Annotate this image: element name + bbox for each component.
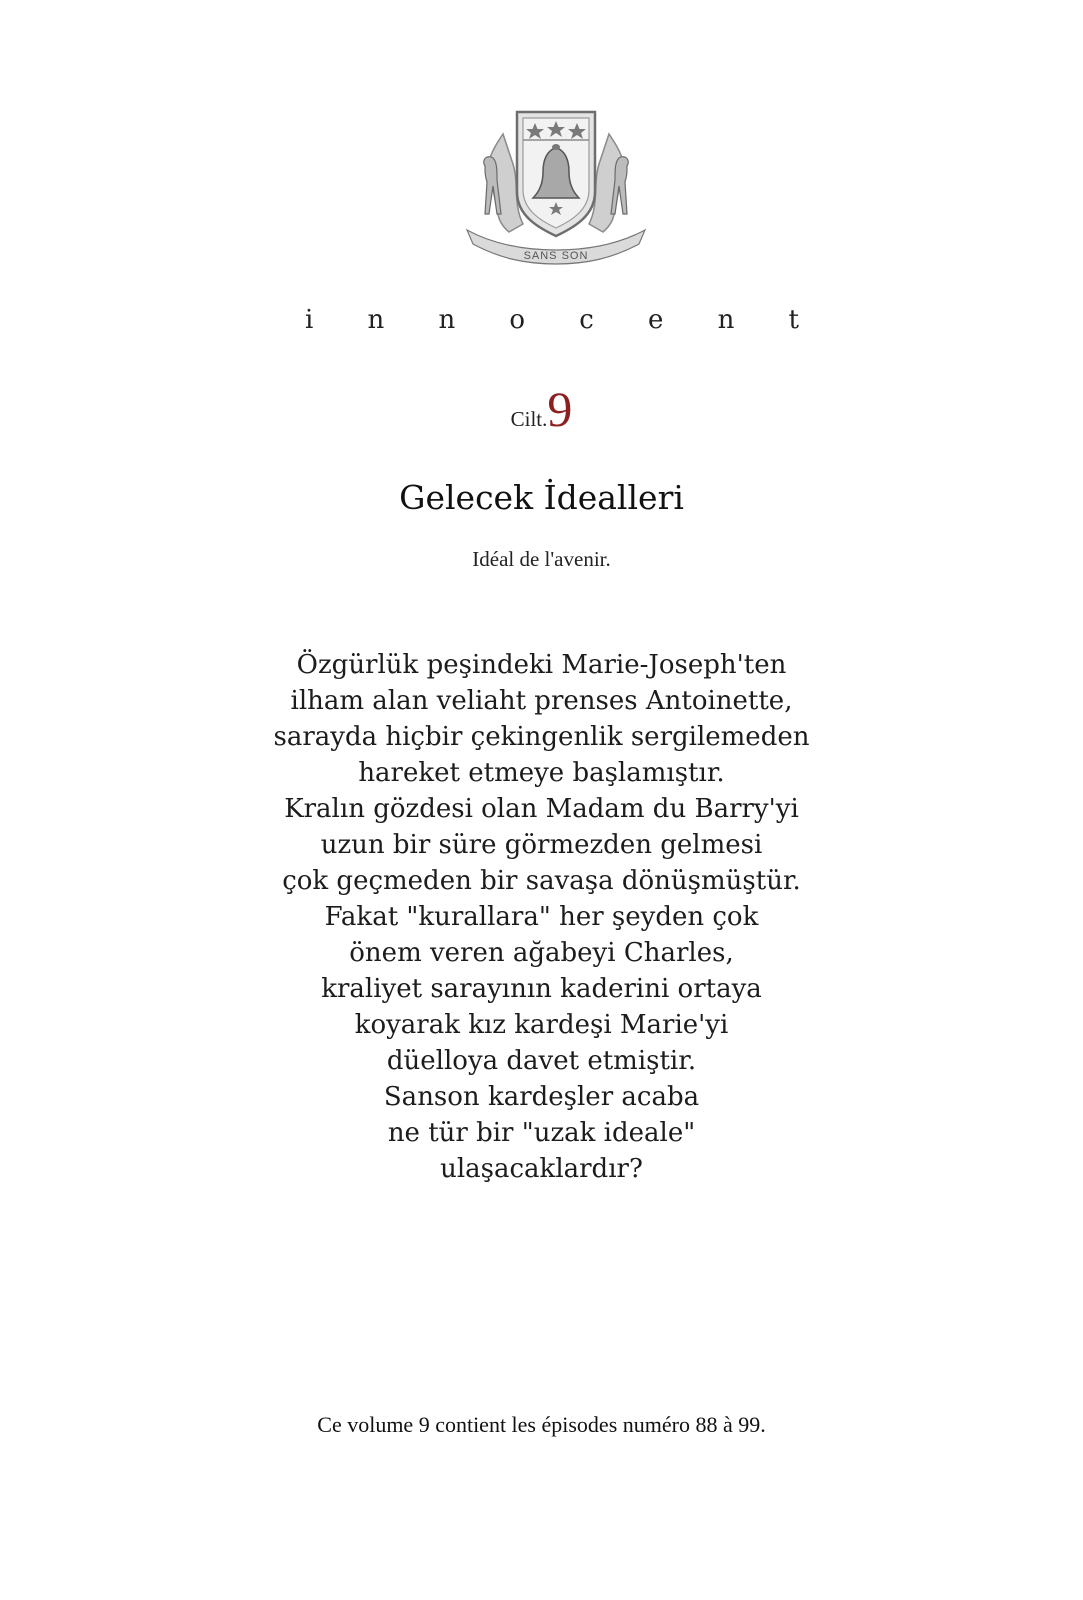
- coat-of-arms-emblem: [463, 104, 649, 276]
- synopsis-line: çok geçmeden bir savaşa dönüşmüştür.: [282, 866, 801, 896]
- svg-text:SANS SON: SANS SON: [523, 250, 589, 262]
- series-title-letter: n: [367, 305, 385, 335]
- synopsis-line: koyarak kız kardeşi Marie'yi: [354, 1010, 729, 1040]
- synopsis-line: kraliyet sarayının kaderini ortaya: [321, 974, 762, 1004]
- synopsis-line: hareket etmeye başlamıştır.: [358, 758, 725, 788]
- series-title-letter: i: [305, 305, 314, 335]
- volume-label: [0, 381, 1083, 437]
- series-title-letter: e: [647, 305, 664, 335]
- page-title: Gelecek İdealleri: [399, 478, 684, 517]
- synopsis-line: Fakat "kurallara" her şeyden çok: [324, 902, 759, 932]
- volume-prefix: Cilt.: [510, 407, 548, 431]
- synopsis-line: Kralın gözdesi olan Madam du Barry'yi: [284, 794, 799, 824]
- synopsis-line: ulaşacaklardır?: [440, 1154, 643, 1184]
- volume-contents-note: Ce volume 9 contient les épisodes numéro 88 à 99.: [317, 1412, 766, 1437]
- synopsis-line: Sanson kardeşler acaba: [383, 1082, 700, 1112]
- series-title-letter: c: [579, 305, 594, 335]
- volume-number: 9: [547, 381, 573, 437]
- synopsis-line: sarayda hiçbir çekingenlik sergilemeden: [273, 722, 810, 752]
- synopsis-line: uzun bir süre görmezden gelmesi: [320, 830, 763, 860]
- series-title-letter: n: [438, 305, 456, 335]
- synopsis-line: düelloya davet etmiştir.: [386, 1046, 697, 1076]
- synopsis-line: ne tür bir "uzak ideale": [387, 1118, 696, 1148]
- series-title-letter: t: [788, 305, 799, 335]
- synopsis-line: Özgürlük peşindeki Marie-Joseph'ten: [296, 650, 787, 680]
- series-title-letter: o: [509, 305, 526, 335]
- synopsis: [200, 647, 883, 1187]
- series-title: [305, 305, 799, 335]
- synopsis-line: önem veren ağabeyi Charles,: [349, 938, 734, 968]
- synopsis-line: ilham alan veliaht prenses Antoinette,: [290, 686, 793, 716]
- series-title-letter: n: [717, 305, 735, 335]
- page-subtitle: Idéal de l'avenir.: [472, 547, 611, 571]
